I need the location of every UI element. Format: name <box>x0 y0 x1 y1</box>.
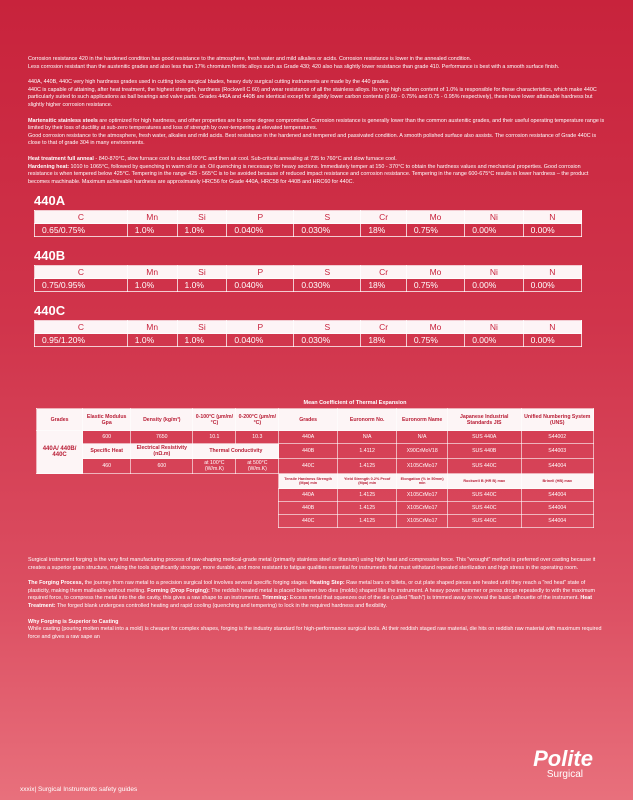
element-header: S <box>294 321 361 334</box>
col-header: Euronorm Name <box>397 409 448 431</box>
table-cell: S44002 <box>521 431 594 444</box>
element-header: N <box>523 266 581 279</box>
col-header: Electrical Resistivity (nΩ.m) <box>131 444 193 459</box>
element-header: Cr <box>361 211 406 224</box>
table-cell: 440C <box>279 515 338 528</box>
composition-value: 0.040% <box>227 224 294 237</box>
table-cell: 1.4125 <box>337 502 396 515</box>
composition-value: 0.040% <box>227 279 294 292</box>
sub-header: Elongation (% in 50mm) min <box>397 474 448 489</box>
composition-value: 0.040% <box>227 334 294 347</box>
composition-value: 18% <box>361 224 406 237</box>
composition-value: 0.030% <box>294 224 361 237</box>
col-header: 0-200°C (µm/m/°C) <box>236 409 279 431</box>
bold-term: Hardening heat: <box>28 163 70 170</box>
table-cell: S44004 <box>521 459 594 474</box>
col-header: Elastic Modulus Gpa <box>83 409 131 431</box>
table-cell: SUS 440C <box>447 515 521 528</box>
composition-value: 0.95/1.20% <box>35 334 128 347</box>
bold-term: The Forging Process, <box>28 580 84 587</box>
composition-value: 1.0% <box>177 279 227 292</box>
bold-term: Trimming: <box>262 595 289 602</box>
sub-header: Brinell (HB) max <box>521 474 594 489</box>
table-cell: 10.1 <box>193 431 236 444</box>
intro-text: 440A, 440B, 440C very high hardness grades used in cutting tools surgical blades, heavy duty surgical cutting instruments are made by the 440 grades. <box>28 79 390 86</box>
table-cell: SUS 440B <box>447 444 521 459</box>
composition-value: 0.030% <box>294 279 361 292</box>
sub-header: Yield Strength 0.2% Proof (Mpa) min <box>337 474 396 489</box>
grades-label: 440A/ 440B/ 440C <box>37 431 83 474</box>
composition-value: 0.00% <box>523 224 581 237</box>
intro-para-2 <box>28 79 606 109</box>
table-cell: at 100°C (W/m.K) <box>193 459 236 474</box>
forging-para-2 <box>28 580 606 610</box>
body-text: While casting (pouring molten metal into a mold) is cheaper for complex shapes, forging is the industry standard for high-performance surgical tools. At their reddish staged raw material, die hits on reddish raw material with maximum required force and gives a raw sape an <box>28 626 602 640</box>
composition-value: 0.75% <box>406 279 464 292</box>
composition-value: 0.75% <box>406 334 464 347</box>
element-header: Mn <box>127 211 177 224</box>
table-cell: 600 <box>131 459 193 474</box>
element-header: N <box>523 321 581 334</box>
blank-cell <box>37 489 279 502</box>
forging-section <box>28 557 606 649</box>
col-header: 0-100°C (µm/m/°C) <box>193 409 236 431</box>
table-cell: X90CrMoV18 <box>397 444 448 459</box>
composition-value: 0.00% <box>523 334 581 347</box>
forging-para-1: Surgical instrument forging is the very first manufacturing process of raw-shaping medical-grade metal (primarily stainless steel or titanium) using high heat and compressive force. This "wrought" method is preferred over casting because it creates a superior grain structure, making the tools significantly stronger, more durable, and more resistant to fatigue qualities essential for instruments that must withstand repeated sterilization and high stress in the operating room. <box>28 557 596 571</box>
col-header: Japanese Industrial Standards JIS <box>447 409 521 431</box>
table-cell: SUS 440C <box>447 459 521 474</box>
sub-header: Tensile Hardness Strength (Mpa) min <box>279 474 338 489</box>
table-cell: SUS 440C <box>447 502 521 515</box>
element-header: Mo <box>406 266 464 279</box>
composition-value: 0.00% <box>523 279 581 292</box>
element-header: Mn <box>127 321 177 334</box>
composition-table <box>34 210 582 237</box>
table-cell: 1.4125 <box>337 489 396 502</box>
grade-heading: 440C <box>34 303 66 319</box>
intro-text: 1010 to 1065°C, followed by quenching in warm oil or air. Oil quenching is necessary for heavy sections. Immediately temper at 150 - 370°C to obtain the hardness values and mechanical properties. Good corrosion resistance is when tempered below 425°C. Tempering in the range 425 - 565°C is to be avoided because of reduced impact resistance and corrosion resistance. Tempering in the range 600-675°C results in lower hardness – the product becomes machinable. Maximum achievable hardness are approximately HRC56 for Grade 440A, HRC58 for 440B and HRC60 for 440C. <box>28 163 589 185</box>
composition-value: 0.00% <box>465 334 523 347</box>
table-cell: X105CrMo17 <box>397 502 448 515</box>
col-header: Grades <box>37 409 83 431</box>
composition-value: 0.65/0.75% <box>35 224 128 237</box>
composition-value: 0.00% <box>465 279 523 292</box>
composition-value: 0.75/0.95% <box>35 279 128 292</box>
intro-text: 440C is capable of attaining, after heat treatment, the highest strength, hardness (Rockwell C 60) and wear resistance of all the stainless alloys. Its very high carbon content of 1.0% is responsible for these characteristics, which make 440C particularly suited to such applications as ball bearings and valve parts. Grades 440A and 440B are identical except for slightly lower carbon contents (0.60 - 0.75% and 0.75 - 0.95% respectively), these have lower attainable hardness but slightly higher corrosion resistance. <box>28 86 597 108</box>
table-cell: 440A <box>279 489 338 502</box>
element-header: Mo <box>406 321 464 334</box>
element-header: Cr <box>361 321 406 334</box>
intro-text: Good corrosion resistance to the atmosphere, fresh water, alkalies and mild acids. Best resistance in the hardened and tempered and passivated condition. A smooth polished surface also assists. The corrosion resistance of Grade 440C is close to that of grade 304 in many environments. <box>28 132 597 147</box>
intro-text: Less corrosion resistant than the austenitic grades and also less than 17% chromium ferritic alloys such as Grade 430; 420 also has slightly lower resistance than grade 410. Performance is best with a smooth surface finish. <box>28 63 560 70</box>
table-cell: 600 <box>83 431 131 444</box>
composition-table <box>34 320 582 347</box>
composition-value: 1.0% <box>127 334 177 347</box>
table-cell: SUS 440C <box>447 489 521 502</box>
col-header: Euronorm No. <box>337 409 396 431</box>
element-header: Si <box>177 211 227 224</box>
element-header: P <box>227 211 294 224</box>
properties-table <box>36 408 594 528</box>
composition-value: 0.75% <box>406 224 464 237</box>
intro-text: are optimized for high hardness, and other properties are to some degree compromised. Corrosion resistance is generally lower than the common austenitic grades, and their useful operating temperature range is limited by their loss of ductility at sub-zero temperatures and loss of strength by over-tempering at elevated temperatures. <box>28 117 605 132</box>
element-header: C <box>35 321 128 334</box>
composition-tables <box>28 194 606 347</box>
bold-term: Forming (Drop Forging): <box>147 587 210 594</box>
element-header: Si <box>177 321 227 334</box>
table-cell: X105CrMo17 <box>397 515 448 528</box>
properties-section <box>36 400 594 528</box>
table-cell: 440C <box>279 459 338 474</box>
page-footer: xxxix| Surgical Instruments safety guides <box>20 786 138 793</box>
element-header: S <box>294 211 361 224</box>
composition-value: 1.0% <box>127 224 177 237</box>
col-header: Density (kg/m³) <box>131 409 193 431</box>
intro-section <box>28 56 606 347</box>
element-header: C <box>35 211 128 224</box>
section-heading: Why Forging is Superior to Casting <box>28 618 119 625</box>
table-cell: X105CrMo17 <box>397 459 448 474</box>
element-header: C <box>35 266 128 279</box>
table-cell: SUS 440A <box>447 431 521 444</box>
table-cell: S44004 <box>521 502 594 515</box>
bold-term: Heat treatment full anneal <box>28 155 94 162</box>
bold-term: Martensitic stainless steels <box>28 117 98 124</box>
table-cell: X105CrMo17 <box>397 489 448 502</box>
composition-table <box>34 265 582 292</box>
body-text: the journey from raw metal to a precision surgical tool involves several specific forging stages. <box>83 580 310 587</box>
element-header: Mn <box>127 266 177 279</box>
forging-para-3 <box>28 619 606 642</box>
element-header: Cr <box>361 266 406 279</box>
composition-value: 1.0% <box>177 224 227 237</box>
col-header: Grades <box>279 409 338 431</box>
element-header: P <box>227 266 294 279</box>
table-cell: 440B <box>279 444 338 459</box>
body-text: The reddish heated metal is placed between two dies (molds) shaped like the instrument. A heavy power hammer or press drops repeatedly to with the maximum required force, to compress the metal into the die cavity, this gives a raw shape to an instruments. <box>28 587 595 602</box>
table-cell: S44003 <box>521 444 594 459</box>
body-text: Excess metal that squeezes out of the die (called "flash") is trimmed away to reveal the basic silhouette of the instrument. <box>288 595 581 602</box>
blank-cell <box>37 474 279 489</box>
element-header: Ni <box>465 211 523 224</box>
element-header: Ni <box>465 321 523 334</box>
element-header: P <box>227 321 294 334</box>
composition-value: 18% <box>361 279 406 292</box>
element-header: S <box>294 266 361 279</box>
logo-name: Polite <box>533 746 593 771</box>
col-header: Unified Numbering System (UNS) <box>521 409 594 431</box>
element-header: N <box>523 211 581 224</box>
table-cell: 7650 <box>131 431 193 444</box>
body-text: The forged blank undergoes controlled heating and rapid cooling (quenching and tempering) to lock in the required hardness and flexibility. <box>55 602 388 609</box>
table-cell: 440B <box>279 502 338 515</box>
composition-value: 1.0% <box>177 334 227 347</box>
intro-text: - 840-870°C, slow furnace cool to about 600°C and then air cool. Sub-critical annealing at 735 to 760°C and slow furnace cool. <box>93 155 397 162</box>
table-cell: at 500°C (W/m.K) <box>236 459 279 474</box>
table-cell: S44004 <box>521 489 594 502</box>
bold-term: Heating Step: <box>309 580 345 587</box>
col-header: Thermal Conductivity <box>193 444 279 459</box>
composition-value: 0.030% <box>294 334 361 347</box>
intro-para-4 <box>28 156 606 186</box>
table-cell: 1.4112 <box>337 444 396 459</box>
spacer <box>28 292 606 302</box>
composition-value: 1.0% <box>127 279 177 292</box>
bold-term: Heat Treatment: <box>28 595 593 609</box>
col-header: Specific Heat <box>83 444 131 459</box>
intro-para-1 <box>28 56 606 71</box>
blank-cell <box>37 515 279 528</box>
table-cell: S44004 <box>521 515 594 528</box>
grade-heading: 440B <box>34 248 66 264</box>
table-cell: 10.3 <box>236 431 279 444</box>
composition-value: 0.00% <box>465 224 523 237</box>
table-cell: 1.4125 <box>337 459 396 474</box>
blank-cell <box>37 502 279 515</box>
sub-header: Rockwell B (HR B) max <box>447 474 521 489</box>
grade-heading: 440A <box>34 193 66 209</box>
table-cell: 1.4125 <box>337 515 396 528</box>
table-cell: N/A <box>397 431 448 444</box>
logo-sub: Surgical <box>546 769 583 780</box>
composition-value: 18% <box>361 334 406 347</box>
body-text: Raw metal bars or billets, or cut plate shaped pieces are heated until they reach a "red heat" state of plasticity, making them malleable without melting. <box>28 580 586 594</box>
intro-para-3 <box>28 118 606 148</box>
element-header: Ni <box>465 266 523 279</box>
table-cell: 440A <box>279 431 338 444</box>
table-cell: N/A <box>337 431 396 444</box>
spacer <box>28 237 606 247</box>
properties-title: Mean Coefficient of Thermal Expansion <box>303 400 407 406</box>
intro-text: Corrosion resistance 420 in the hardened condition has good resistance to the atmosphere, fresh water and mild alkalies or acids. Corrosion resistance is lower in the annealed condition. <box>28 56 472 62</box>
element-header: Mo <box>406 211 464 224</box>
table-cell: 460 <box>83 459 131 474</box>
brand-logo <box>533 748 593 780</box>
element-header: Si <box>177 266 227 279</box>
